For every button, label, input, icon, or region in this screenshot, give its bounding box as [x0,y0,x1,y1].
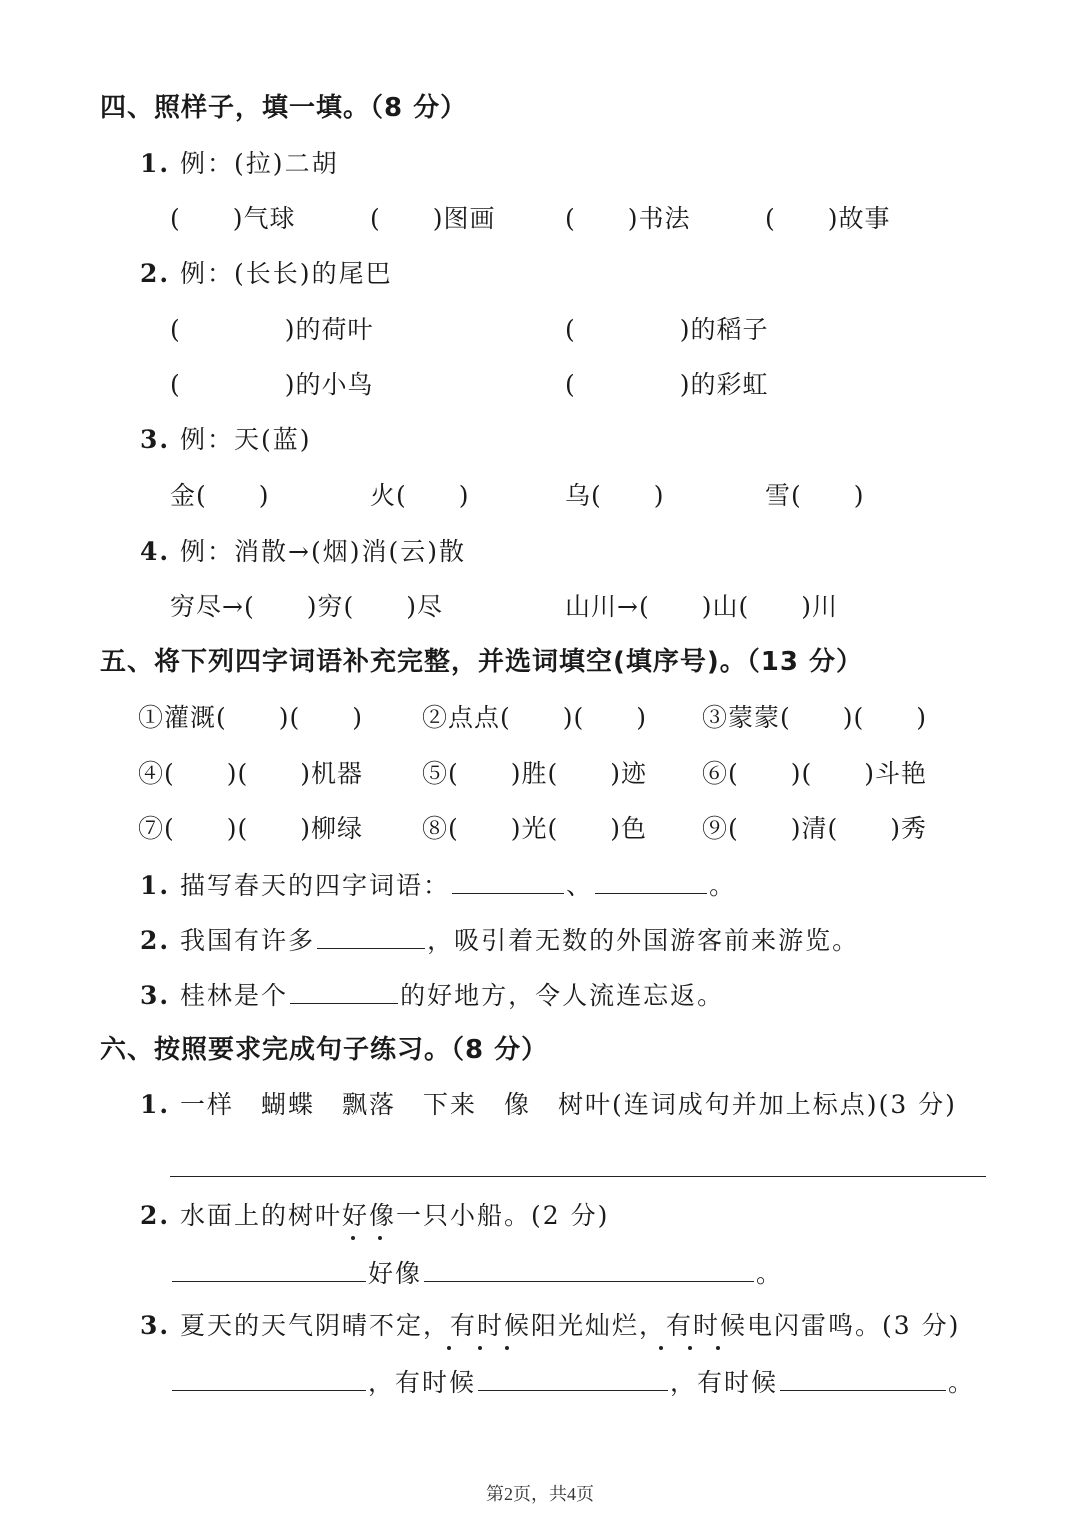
s4-q1-text: 例：(拉)二胡 [170,149,339,178]
s4-q2-num: 2. [140,259,171,288]
s5-q1 [140,869,736,902]
emphasis-dot [351,1236,355,1240]
s6-q3-text: 夏天的天气阴晴不定，有时候阳光灿烂，有时候电闪雷鸣。(3 分) [170,1311,961,1340]
section-4-title: 四、照样子，填一填。（8 分） [100,93,468,123]
s4-q3-item[interactable]: 雪( ) [765,481,865,510]
s4-q1-item[interactable]: ( )故事 [765,204,891,233]
s5-q1-num: 1. [140,871,171,900]
s4-q2-item[interactable]: ( )的稻子 [565,315,769,344]
s4-q3-item[interactable]: 乌( ) [565,481,665,510]
s6-q2 [140,1200,609,1232]
s5-q1-post: 。 [709,871,737,900]
s4-q4-item[interactable]: 山川→( )山( )川 [565,592,838,621]
s5-word-item[interactable]: ③蒙蒙( )( ) [702,703,928,732]
answer-blank[interactable] [172,1257,366,1282]
s6-q1 [140,1089,957,1121]
emphasis-dot [478,1346,482,1350]
s6-q2-num: 2. [140,1201,171,1230]
s4-q2-item[interactable]: ( )的彩虹 [565,370,769,399]
answer-blank[interactable] [317,924,425,949]
s5-word-item[interactable]: ①灌溉( )( ) [138,703,364,732]
s5-word-item[interactable]: ⑥( )( )斗艳 [702,759,928,788]
s4-q1-item[interactable]: ( )图画 [370,204,496,233]
s4-q4 [140,536,466,568]
s5-q2-num: 2. [140,926,171,955]
emphasis-dot [688,1346,692,1350]
s5-q2 [140,924,859,957]
emphasis-dot [447,1346,451,1350]
s5-q3-num: 3. [140,981,171,1010]
s4-q3-item[interactable]: 火( ) [370,481,470,510]
s4-q2-item[interactable]: ( )的荷叶 [170,315,374,344]
answer-blank[interactable] [424,1257,754,1282]
emphasis-dot [505,1346,509,1350]
page-footer: 第2页，共4页 [486,1484,594,1504]
s6-q3-mid1: ，有时候 [368,1368,477,1397]
s6-q2-post: 。 [756,1259,784,1288]
s4-q2 [140,258,393,290]
s6-q3-post: 。 [948,1368,976,1397]
s6-q1-text: 一样 蝴蝶 飘落 下来 像 树叶(连词成句并加上标点)(3 分) [170,1090,957,1119]
answer-blank[interactable] [780,1366,946,1391]
answer-blank[interactable] [452,869,564,894]
s5-q1-mid: 、 [566,871,594,900]
emphasis-dot [716,1346,720,1350]
s4-q2-text: 例：(长长)的尾巴 [170,259,393,288]
s4-q4-num: 4. [140,537,171,566]
s6-q3-mid2: ，有时候 [670,1368,779,1397]
s6-q3-num: 3. [140,1311,171,1340]
s6-q3-answer [170,1366,975,1399]
s5-word-item[interactable]: ②点点( )( ) [422,703,648,732]
s6-q1-num: 1. [140,1090,171,1119]
answer-blank[interactable] [290,979,398,1004]
emphasis-dot [659,1346,663,1350]
s5-q2-post: ，吸引着无数的外国游客前来游览。 [427,926,860,955]
s5-q1-pre: 描写春天的四字词语： [170,871,451,900]
s5-word-item[interactable]: ⑤( )胜( )迹 [422,759,648,788]
s5-q3 [140,979,724,1012]
s4-q3-num: 3. [140,425,171,454]
s5-q2-pre: 我国有许多 [170,926,316,955]
s4-q1-item[interactable]: ( )书法 [565,204,691,233]
s4-q3 [140,424,312,456]
s5-q3-post: 的好地方，令人流连忘返。 [400,981,725,1010]
s4-q1-num: 1. [140,149,171,178]
s4-q4-item[interactable]: 穷尽→( )穷( )尽 [170,592,443,621]
s4-q4-text: 例：消散→(烟)消(云)散 [170,537,467,566]
answer-blank[interactable] [595,869,707,894]
section-6-title: 六、按照要求完成句子练习。（8 分） [100,1035,549,1065]
s4-q1-item[interactable]: ( )气球 [170,204,296,233]
emphasis-dot [378,1236,382,1240]
s6-q2-text: 水面上的树叶好像一只小船。(2 分) [170,1201,610,1230]
section-5-title: 五、将下列四字词语补充完整，并选词填空(填序号)。（13 分） [100,647,863,677]
answer-blank[interactable] [478,1366,668,1391]
s5-word-item[interactable]: ④( )( )机器 [138,759,364,788]
s5-word-item[interactable]: ⑧( )光( )色 [422,814,648,843]
s5-word-item[interactable]: ⑨( )清( )秀 [702,814,928,843]
s4-q1 [140,148,339,180]
s4-q2-item[interactable]: ( )的小鸟 [170,370,374,399]
s4-q3-item[interactable]: 金( ) [170,481,270,510]
answer-blank[interactable] [172,1366,366,1391]
s5-q3-pre: 桂林是个 [170,981,289,1010]
s4-q3-text: 例：天(蓝) [170,425,312,454]
s5-word-item[interactable]: ⑦( )( )柳绿 [138,814,364,843]
s6-q1-answer-line[interactable] [170,1150,986,1177]
s6-q2-mid: 好像 [368,1259,423,1288]
s6-q2-answer [170,1257,783,1290]
s6-q3 [140,1310,960,1342]
